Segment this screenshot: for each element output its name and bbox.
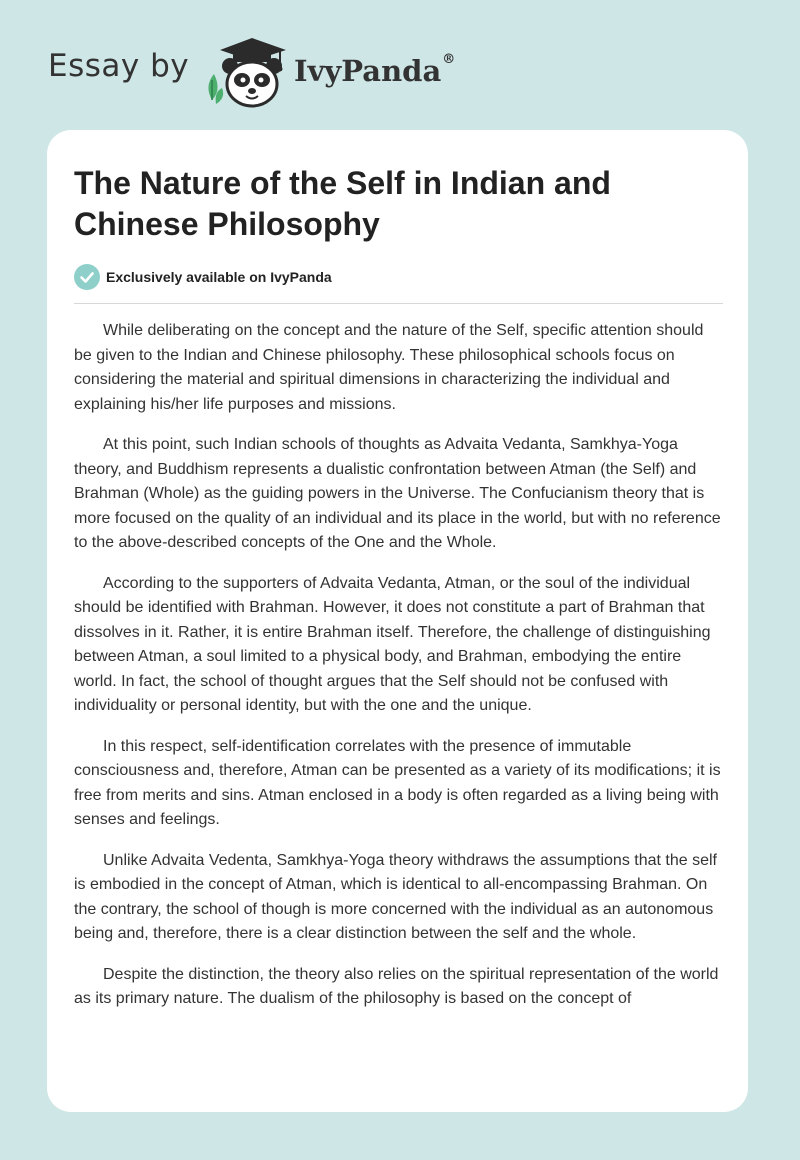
registered-mark: ®	[442, 52, 456, 67]
article-body	[74, 319, 724, 1028]
paragraph: According to the supporters of Advaita Vedanta, Atman, or the soul of the individual should be identified with Brahman. However, it does not constitute a part of Brahman that dissolves in it. Rather, it is entire Brahman itself. Therefore, the challenge of distinguishing between Atman, a soul limited to a physical body, and Brahman, embodying the entire world. In fact, the school of thought argues that the Self should not be confused with individuality or personal identity, but with the one and the unique.	[74, 574, 711, 714]
panda-graduate-icon	[200, 34, 292, 110]
paragraph: While deliberating on the concept and the nature of the Self, specific attention should be given to the Indian and Chinese philosophy. These philosophical schools focus on considering the material and spiritual dimensions in characterizing the individual and explaining his/her life purposes and missions.	[74, 322, 704, 413]
divider	[74, 303, 723, 304]
paragraph: In this respect, self-identification correlates with the presence of immutable consciousness and, therefore, Atman can be presented as a variety of its modifications; it is free from merits and sins. Atman enclosed in a body is often regarded as a living being with senses and feelings.	[74, 737, 721, 828]
paragraph: At this point, such Indian schools of thoughts as Advaita Vedanta, Samkhya-Yoga theory, and Buddhism represents a dualistic confrontation between Atman (the Self) and Brahman (Whole) as the guiding powers in the Universe. The Confucianism theory that is more focused on the quality of an individual and its place in the world, but with no reference to the above-described concepts of the One and the Whole.	[74, 436, 721, 551]
exclusive-badge	[74, 264, 332, 290]
check-circle-icon	[74, 264, 100, 290]
badge-text: Exclusively available on IvyPanda	[106, 269, 332, 285]
page-title: The Nature of the Self in Indian and Chinese Philosophy	[74, 165, 611, 242]
brand-name	[294, 54, 455, 88]
brand-header[interactable]	[48, 30, 508, 110]
brand-prefix: Essay by	[48, 48, 190, 84]
brand-name-text: IvyPanda	[294, 54, 442, 88]
essay-card	[47, 130, 748, 1112]
paragraph: Despite the distinction, the theory also relies on the spiritual representation of the world as its primary nature. The dualism of the philosophy is based on the concept of	[74, 965, 719, 1007]
paragraph: Unlike Advaita Vedenta, Samkhya-Yoga theory withdraws the assumptions that the self is embodied in the concept of Atman, which is identical to all-encompassing Brahman. On the contrary, the school of though is more concerned with the individual as an autonomous being and, therefore, there is a clear distinction between the self and the whole.	[74, 851, 717, 942]
